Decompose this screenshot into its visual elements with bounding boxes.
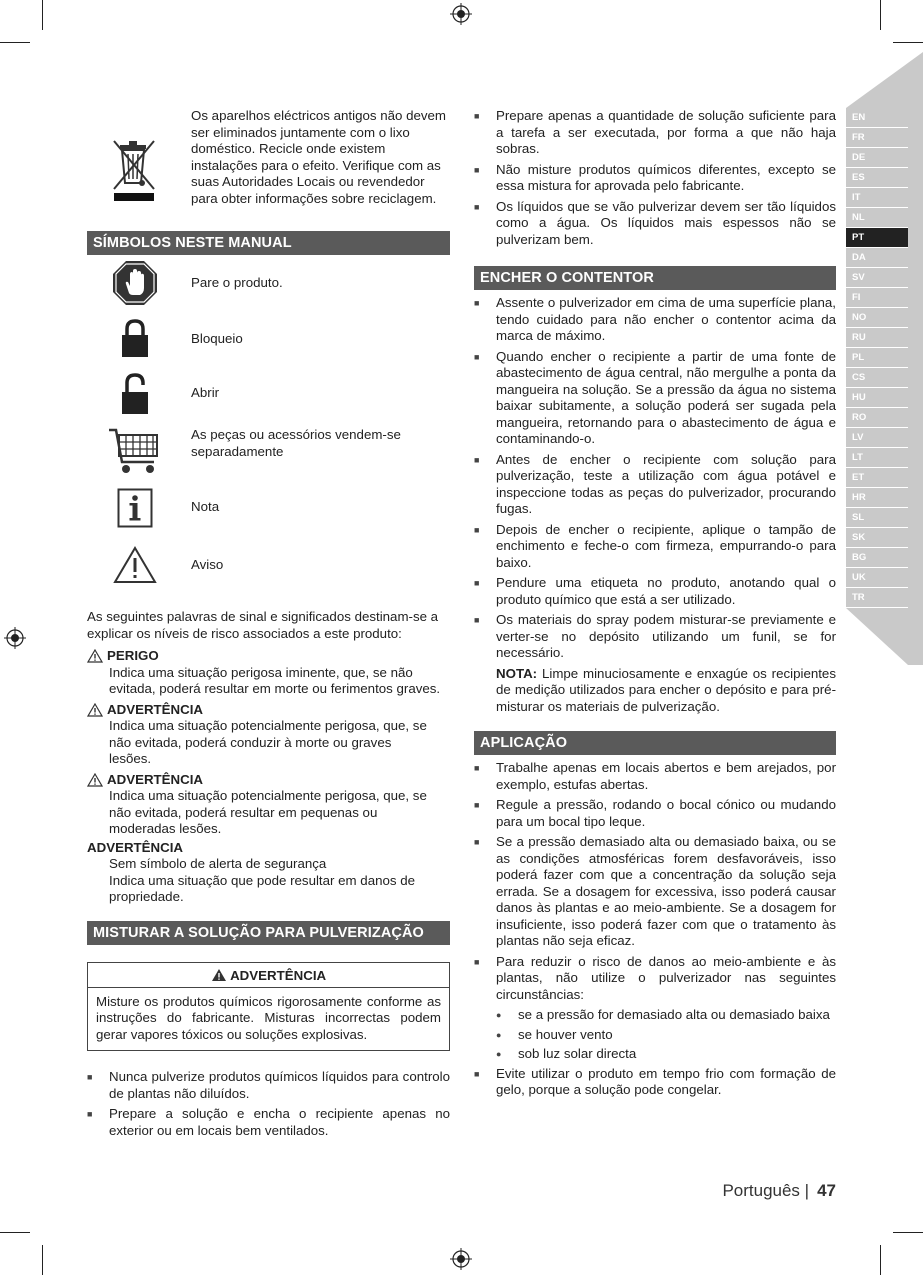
symbol-label: Nota xyxy=(191,499,220,514)
crop-mark xyxy=(893,1232,923,1233)
warning-triangle-icon xyxy=(87,649,103,663)
list-item: ■ Depois de encher o recipiente, aplique o tampão de enchimento e feche-o com firmeza, empurrando-o para baixo. xyxy=(474,522,836,572)
symbols-section-title: SÍMBOLOS NESTE MANUAL xyxy=(87,231,450,255)
language-tab-ru[interactable]: RU xyxy=(846,328,908,348)
symbol-row xyxy=(87,421,450,481)
language-tab-en[interactable]: EN xyxy=(846,108,908,128)
language-tab-fr[interactable]: FR xyxy=(846,128,908,148)
list-item: ■ Trabalhe apenas em locais abertos e bem arejados, por exemplo, estufas abertas. xyxy=(474,760,836,793)
registration-mark-icon xyxy=(4,627,26,649)
language-tab-pl[interactable]: PL xyxy=(846,348,908,368)
symbol-label: Abrir xyxy=(191,385,220,400)
crop-mark xyxy=(0,1232,30,1233)
warning-triangle-icon xyxy=(211,968,227,982)
warning-triangle-icon xyxy=(87,703,103,717)
language-tab-sv[interactable]: SV xyxy=(846,268,908,288)
symbol-label: Aviso xyxy=(191,557,224,572)
lock-icon xyxy=(87,315,183,361)
list-item: ■ Quando encher o recipiente a partir de uma fonte de abastecimento de água central, não mergulhe a ponta da mangueira na solução. Se a pressão da água no sistema baixar subitamente, a solução poderá ser sugada pela mangueira, retornando para o abastecimento de água e contaminando-o. xyxy=(474,349,836,448)
crop-mark xyxy=(880,1245,881,1275)
language-tab-no[interactable]: NO xyxy=(846,308,908,328)
language-tabs xyxy=(846,108,908,608)
left-column xyxy=(87,108,450,1143)
language-tab-it[interactable]: IT xyxy=(846,188,908,208)
language-tab-sk[interactable]: SK xyxy=(846,528,908,548)
recycle-text: Os aparelhos eléctricos antigos não devem ser eliminados juntamente com o lixo doméstico. Recicle onde existem instalações para o efeito. Verifique com as suas Autoridades Locais ou revendedor para obter informações sobre reciclagem. xyxy=(191,108,446,206)
signal-title: ADVERTÊNCIA xyxy=(87,772,450,789)
signal-intro: As seguintes palavras de sinal e significados destinam-se a explicar os níveis de risco associados a este produto: xyxy=(87,609,439,641)
signal-danger xyxy=(87,648,450,698)
language-tab-de[interactable]: DE xyxy=(846,148,908,168)
signal-title: ADVERTÊNCIA xyxy=(87,839,184,855)
signal-warning-minor xyxy=(87,772,450,838)
language-tab-fi[interactable]: FI xyxy=(846,288,908,308)
right-column xyxy=(474,108,836,1103)
symbol-row xyxy=(87,537,450,595)
list-item: ■ Se a pressão demasiado alta ou demasiado baixa, ou se as condições atmosféricas forem desfavoráveis, isso poderá fazer com que a concentração da solução seja errada. Se a dosagem for excessiva, isso poderá causar danos às plantas e ao meio-ambiente. Se a dosagem for insuficiente, isso poderá fazer com que o tratamento às plantas não seja eficaz. xyxy=(474,834,836,950)
signal-body: Sem símbolo de alerta de segurança xyxy=(109,856,327,871)
symbol-label: Bloqueio xyxy=(191,331,243,346)
warning-triangle-icon xyxy=(87,541,183,589)
mix-section-title: MISTURAR A SOLUÇÃO PARA PULVERIZAÇÃO xyxy=(87,921,450,945)
language-tab-uk[interactable]: UK xyxy=(846,568,908,588)
language-tab-bg[interactable]: BG xyxy=(846,548,908,568)
fill-bullets xyxy=(474,295,836,715)
warning-box-text: Misture os produtos químicos rigorosamente conforme as instruções do fabricante. Misturas incorrectas podem gerar vapores tóxicos ou soluções explosivas. xyxy=(96,993,441,1042)
registration-mark-icon xyxy=(450,3,472,25)
symbol-label: As peças ou acessórios vendem-se separadamente xyxy=(191,427,401,459)
registration-mark-icon xyxy=(450,1248,472,1270)
apply-bullets xyxy=(474,760,836,1099)
language-tab-tr[interactable]: TR xyxy=(846,588,908,608)
fill-section-title: ENCHER O CONTENTOR xyxy=(474,266,836,290)
language-tab-cs[interactable]: CS xyxy=(846,368,908,388)
language-tab-lt[interactable]: LT xyxy=(846,448,908,468)
list-item: ■ Prepare apenas a quantidade de solução suficiente para a tarefa a ser executada, por forma a que não haja sobras. xyxy=(474,108,836,158)
language-tab-hr[interactable]: HR xyxy=(846,488,908,508)
language-tab-ro[interactable]: RO xyxy=(846,408,908,428)
symbol-row xyxy=(87,255,450,311)
list-item: ■ Assente o pulverizador em cima de uma superfície plana, tendo cuidado para não encher o contentor acima da marca de máximo. xyxy=(474,295,836,345)
list-item: ■ Nunca pulverize produtos químicos líquidos para controlo de plantas não diluídos. xyxy=(87,1069,450,1102)
footer-language: Português | xyxy=(722,1181,810,1200)
language-tab-lv[interactable]: LV xyxy=(846,428,908,448)
list-item: ■ Os líquidos que se vão pulverizar devem ser tão líquidos como a água. Os líquidos mais espessos não se pulverizam bem. xyxy=(474,199,836,249)
language-tab-es[interactable]: ES xyxy=(846,168,908,188)
language-tab-sl[interactable]: SL xyxy=(846,508,908,528)
crop-mark xyxy=(893,42,923,43)
page-number: 47 xyxy=(817,1181,836,1200)
symbol-row xyxy=(87,365,450,421)
language-tab-nl[interactable]: NL xyxy=(846,208,908,228)
signal-body: Indica uma situação potencialmente perigosa, que, se não evitada, poderá resultar em pequenas ou moderadas lesões. xyxy=(109,788,427,836)
signal-property xyxy=(87,840,450,906)
symbol-row xyxy=(87,481,450,537)
symbol-label: Pare o produto. xyxy=(191,275,283,290)
shopping-cart-icon xyxy=(87,423,183,479)
crop-mark xyxy=(42,0,43,30)
apply-section-title: APLICAÇÃO xyxy=(474,731,836,755)
language-tab-et[interactable]: ET xyxy=(846,468,908,488)
unlock-icon xyxy=(87,369,183,417)
language-tab-hu[interactable]: HU xyxy=(846,388,908,408)
crop-mark xyxy=(42,1245,43,1275)
signal-warning-severe xyxy=(87,702,450,768)
sub-list-item: ● se a pressão for demasiado alta ou demasiado baixa xyxy=(474,1007,836,1024)
list-item: ■ Os materiais do spray podem misturar-se previamente e verter-se no depósito utilizando um funil, se for necessário. xyxy=(474,612,836,662)
signal-body: Indica uma situação perigosa iminente, que, se não evitada, poderá resultar em morte ou ferimentos graves. xyxy=(109,664,441,696)
recycle-notice xyxy=(87,108,450,228)
info-icon xyxy=(87,485,183,531)
page-footer xyxy=(722,1183,836,1200)
language-tab-pt[interactable]: PT xyxy=(846,228,908,248)
list-item: ■ Prepare a solução e encha o recipiente apenas no exterior ou em locais bem ventilados. xyxy=(87,1106,450,1139)
stop-hand-icon xyxy=(87,259,183,307)
sub-list-item: ● se houver vento xyxy=(474,1027,836,1044)
warning-box-header: ADVERTÊNCIA xyxy=(88,963,449,988)
crop-mark xyxy=(880,0,881,30)
crossed-bin-icon xyxy=(87,130,183,210)
list-item: ■ Evite utilizar o produto em tempo frio com formação de gelo, porque a solução pode congelar. xyxy=(474,1066,836,1099)
signal-body: Indica uma situação que pode resultar em danos de propriedade. xyxy=(109,872,416,904)
symbol-row xyxy=(87,311,450,365)
list-item: ■ Não misture produtos químicos diferentes, excepto se essa mistura for aprovada pelo fabricante. xyxy=(474,162,836,195)
language-tab-da[interactable]: DA xyxy=(846,248,908,268)
mix-bullets xyxy=(87,1069,450,1139)
fill-note: NOTA: Limpe minuciosamente e enxagúe os recipientes de medição utilizados para encher o depósito e para pré-misturar os materiais de pulverização. xyxy=(496,665,836,714)
mix-warning-box xyxy=(87,962,450,1052)
list-item: ■ Antes de encher o recipiente com solução para pulverização, teste a utilização com água potável e inspeccione todas as peças do pulverizador, procurando fugas. xyxy=(474,452,836,518)
list-item: ■ Pendure uma etiqueta no produto, anotando qual o produto químico que está a ser utilizado. xyxy=(474,575,836,608)
sub-list-item: ● sob luz solar directa xyxy=(474,1046,836,1063)
crop-mark xyxy=(0,42,30,43)
signal-title: PERIGO xyxy=(87,648,450,665)
signal-title: ADVERTÊNCIA xyxy=(87,702,450,719)
list-item: ■ Regule a pressão, rodando o bocal cónico ou mudando para um bocal tipo leque. xyxy=(474,797,836,830)
mix-continued-bullets xyxy=(474,108,836,248)
warning-triangle-icon xyxy=(87,773,103,787)
list-item: ■ Para reduzir o risco de danos ao meio-ambiente e às plantas, não utilize o pulverizador nas seguintes circunstâncias: xyxy=(474,954,836,1004)
signal-body: Indica uma situação potencialmente perigosa, que, se não evitada, poderá conduzir à morte ou graves lesões. xyxy=(109,718,427,766)
